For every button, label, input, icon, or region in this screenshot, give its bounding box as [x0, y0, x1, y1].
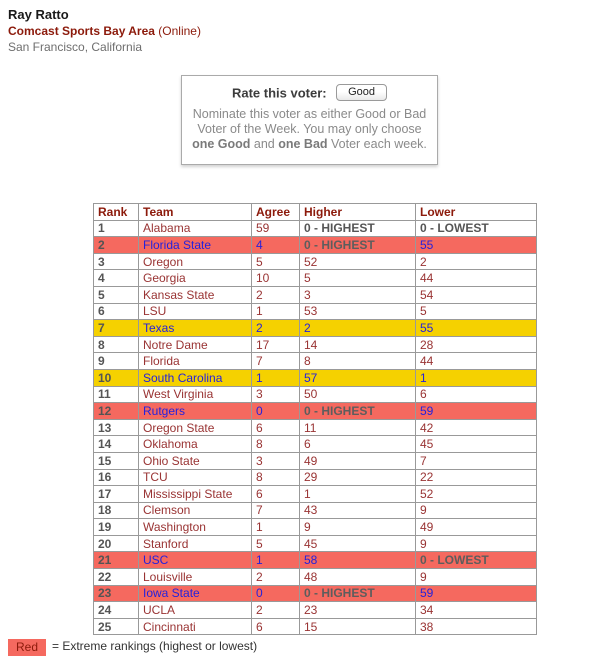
page-title: Ray Ratto — [8, 7, 69, 22]
cell-team: USC — [139, 552, 252, 569]
cell-lower: 0 - LOWEST — [416, 220, 537, 237]
cell-agree: 0 — [252, 403, 300, 420]
cell-rank: 22 — [94, 569, 139, 586]
column-header-lower: Lower — [416, 204, 537, 221]
cell-agree: 59 — [252, 220, 300, 237]
cell-rank: 8 — [94, 336, 139, 353]
cell-team: Alabama — [139, 220, 252, 237]
table-row — [94, 237, 537, 254]
cell-higher: 50 — [300, 386, 416, 403]
table-row — [94, 436, 537, 453]
cell-team: Ohio State — [139, 452, 252, 469]
table-row — [94, 286, 537, 303]
column-header-agree: Agree — [252, 204, 300, 221]
cell-higher: 43 — [300, 502, 416, 519]
table-row — [94, 220, 537, 237]
cell-higher: 15 — [300, 618, 416, 635]
cell-team: Stanford — [139, 535, 252, 552]
cell-higher: 14 — [300, 336, 416, 353]
cell-higher: 52 — [300, 253, 416, 270]
cell-rank: 4 — [94, 270, 139, 287]
cell-rank: 23 — [94, 585, 139, 602]
rate-voter-description — [188, 107, 431, 152]
cell-higher: 49 — [300, 452, 416, 469]
cell-rank: 5 — [94, 286, 139, 303]
affiliation-medium: (Online) — [154, 24, 201, 38]
cell-rank: 16 — [94, 469, 139, 486]
cell-rank: 3 — [94, 253, 139, 270]
affiliation-line — [8, 23, 201, 39]
cell-higher: 6 — [300, 436, 416, 453]
cell-lower: 59 — [416, 585, 537, 602]
cell-team: Cincinnati — [139, 618, 252, 635]
cell-team: Oregon State — [139, 419, 252, 436]
table-row — [94, 469, 537, 486]
cell-agree: 4 — [252, 237, 300, 254]
cell-lower: 5 — [416, 303, 537, 320]
table-row — [94, 369, 537, 386]
cell-team: Florida — [139, 353, 252, 370]
cell-team: South Carolina — [139, 369, 252, 386]
cell-team: TCU — [139, 469, 252, 486]
cell-lower: 0 - LOWEST — [416, 552, 537, 569]
column-header-team: Team — [139, 204, 252, 221]
cell-rank: 18 — [94, 502, 139, 519]
cell-agree: 5 — [252, 535, 300, 552]
cell-higher: 45 — [300, 535, 416, 552]
cell-team: Texas — [139, 320, 252, 337]
rate-voter-box — [181, 75, 438, 165]
cell-rank: 12 — [94, 403, 139, 420]
table-row — [94, 353, 537, 370]
cell-rank: 13 — [94, 419, 139, 436]
cell-team: Oklahoma — [139, 436, 252, 453]
cell-team: LSU — [139, 303, 252, 320]
cell-lower: 59 — [416, 403, 537, 420]
cell-team: Georgia — [139, 270, 252, 287]
cell-higher: 57 — [300, 369, 416, 386]
cell-agree: 2 — [252, 320, 300, 337]
cell-agree: 5 — [252, 253, 300, 270]
table-row — [94, 336, 537, 353]
cell-team: Oregon — [139, 253, 252, 270]
rate-description-segment: one Bad — [278, 137, 328, 151]
cell-higher: 0 - HIGHEST — [300, 585, 416, 602]
cell-lower: 52 — [416, 486, 537, 503]
cell-rank: 9 — [94, 353, 139, 370]
cell-higher: 9 — [300, 519, 416, 536]
cell-agree: 2 — [252, 602, 300, 619]
rate-description-segment: Voter each week. — [327, 137, 427, 151]
table-row — [94, 419, 537, 436]
cell-higher: 29 — [300, 469, 416, 486]
cell-lower: 34 — [416, 602, 537, 619]
table-row — [94, 519, 537, 536]
cell-agree: 2 — [252, 286, 300, 303]
table-row — [94, 552, 537, 569]
table-row — [94, 502, 537, 519]
cell-agree: 8 — [252, 436, 300, 453]
cell-lower: 44 — [416, 353, 537, 370]
cell-lower: 54 — [416, 286, 537, 303]
legend — [8, 639, 257, 656]
cell-higher: 11 — [300, 419, 416, 436]
cell-lower: 55 — [416, 320, 537, 337]
cell-higher: 5 — [300, 270, 416, 287]
cell-lower: 9 — [416, 569, 537, 586]
cell-agree: 1 — [252, 552, 300, 569]
rankings-table — [93, 203, 537, 635]
table-row — [94, 320, 537, 337]
cell-rank: 25 — [94, 618, 139, 635]
cell-higher: 0 - HIGHEST — [300, 220, 416, 237]
table-row — [94, 303, 537, 320]
table-row — [94, 452, 537, 469]
cell-lower: 45 — [416, 436, 537, 453]
rate-description-segment: one Good — [192, 137, 251, 151]
cell-rank: 2 — [94, 237, 139, 254]
cell-lower: 9 — [416, 502, 537, 519]
cell-team: Kansas State — [139, 286, 252, 303]
cell-agree: 6 — [252, 419, 300, 436]
cell-agree: 6 — [252, 618, 300, 635]
table-row — [94, 535, 537, 552]
table-row — [94, 253, 537, 270]
cell-team: Mississippi State — [139, 486, 252, 503]
column-header-higher: Higher — [300, 204, 416, 221]
cell-agree: 1 — [252, 369, 300, 386]
cell-rank: 10 — [94, 369, 139, 386]
table-row — [94, 386, 537, 403]
rate-description-segment: and — [250, 137, 279, 151]
cell-higher: 0 - HIGHEST — [300, 237, 416, 254]
cell-agree: 1 — [252, 519, 300, 536]
table-row — [94, 618, 537, 635]
cell-agree: 1 — [252, 303, 300, 320]
cell-lower: 42 — [416, 419, 537, 436]
cell-team: Washington — [139, 519, 252, 536]
cell-higher: 58 — [300, 552, 416, 569]
cell-team: Notre Dame — [139, 336, 252, 353]
affiliation-name: Comcast Sports Bay Area — [8, 24, 155, 38]
cell-agree: 8 — [252, 469, 300, 486]
voter-location: San Francisco, California — [8, 40, 143, 54]
cell-agree: 10 — [252, 270, 300, 287]
cell-higher: 3 — [300, 286, 416, 303]
table-row — [94, 585, 537, 602]
header-row — [94, 204, 537, 221]
cell-team: Louisville — [139, 569, 252, 586]
rate-title-row — [182, 84, 437, 102]
cell-rank: 17 — [94, 486, 139, 503]
cell-higher: 23 — [300, 602, 416, 619]
rankings-table-body — [94, 220, 537, 635]
rankings-table-head — [94, 204, 537, 221]
cell-lower: 1 — [416, 369, 537, 386]
cell-higher: 1 — [300, 486, 416, 503]
cell-lower: 9 — [416, 535, 537, 552]
cell-agree: 17 — [252, 336, 300, 353]
cell-rank: 7 — [94, 320, 139, 337]
cell-team: Iowa State — [139, 585, 252, 602]
cell-agree: 3 — [252, 386, 300, 403]
cell-agree: 6 — [252, 486, 300, 503]
table-row — [94, 486, 537, 503]
cell-agree: 7 — [252, 353, 300, 370]
cell-lower: 38 — [416, 618, 537, 635]
cell-team: Rutgers — [139, 403, 252, 420]
cell-rank: 20 — [94, 535, 139, 552]
rate-good-button[interactable]: Good — [336, 84, 387, 101]
legend-text: = Extreme rankings (highest or lowest) — [52, 639, 258, 653]
cell-agree: 3 — [252, 452, 300, 469]
cell-rank: 14 — [94, 436, 139, 453]
cell-team: UCLA — [139, 602, 252, 619]
table-row — [94, 602, 537, 619]
cell-lower: 22 — [416, 469, 537, 486]
cell-higher: 0 - HIGHEST — [300, 403, 416, 420]
column-header-rank: Rank — [94, 204, 139, 221]
voter-header — [8, 6, 201, 55]
legend-red-swatch: Red — [8, 639, 46, 656]
cell-lower: 2 — [416, 253, 537, 270]
cell-agree: 2 — [252, 569, 300, 586]
cell-team: Clemson — [139, 502, 252, 519]
cell-rank: 19 — [94, 519, 139, 536]
cell-lower: 49 — [416, 519, 537, 536]
cell-lower: 7 — [416, 452, 537, 469]
cell-higher: 8 — [300, 353, 416, 370]
cell-higher: 53 — [300, 303, 416, 320]
table-row — [94, 270, 537, 287]
cell-lower: 55 — [416, 237, 537, 254]
cell-lower: 28 — [416, 336, 537, 353]
table-row — [94, 569, 537, 586]
cell-rank: 6 — [94, 303, 139, 320]
cell-team: West Virginia — [139, 386, 252, 403]
cell-lower: 44 — [416, 270, 537, 287]
cell-higher: 48 — [300, 569, 416, 586]
cell-lower: 6 — [416, 386, 537, 403]
cell-agree: 0 — [252, 585, 300, 602]
rate-voter-label: Rate this voter: — [231, 85, 327, 101]
cell-team: Florida State — [139, 237, 252, 254]
rate-description-segment: Nominate this voter as either Good or Bad Voter of the Week. You may only choose — [192, 107, 427, 136]
cell-rank: 24 — [94, 602, 139, 619]
cell-higher: 2 — [300, 320, 416, 337]
cell-rank: 11 — [94, 386, 139, 403]
cell-rank: 15 — [94, 452, 139, 469]
cell-rank: 1 — [94, 220, 139, 237]
cell-agree: 7 — [252, 502, 300, 519]
cell-rank: 21 — [94, 552, 139, 569]
table-row — [94, 403, 537, 420]
